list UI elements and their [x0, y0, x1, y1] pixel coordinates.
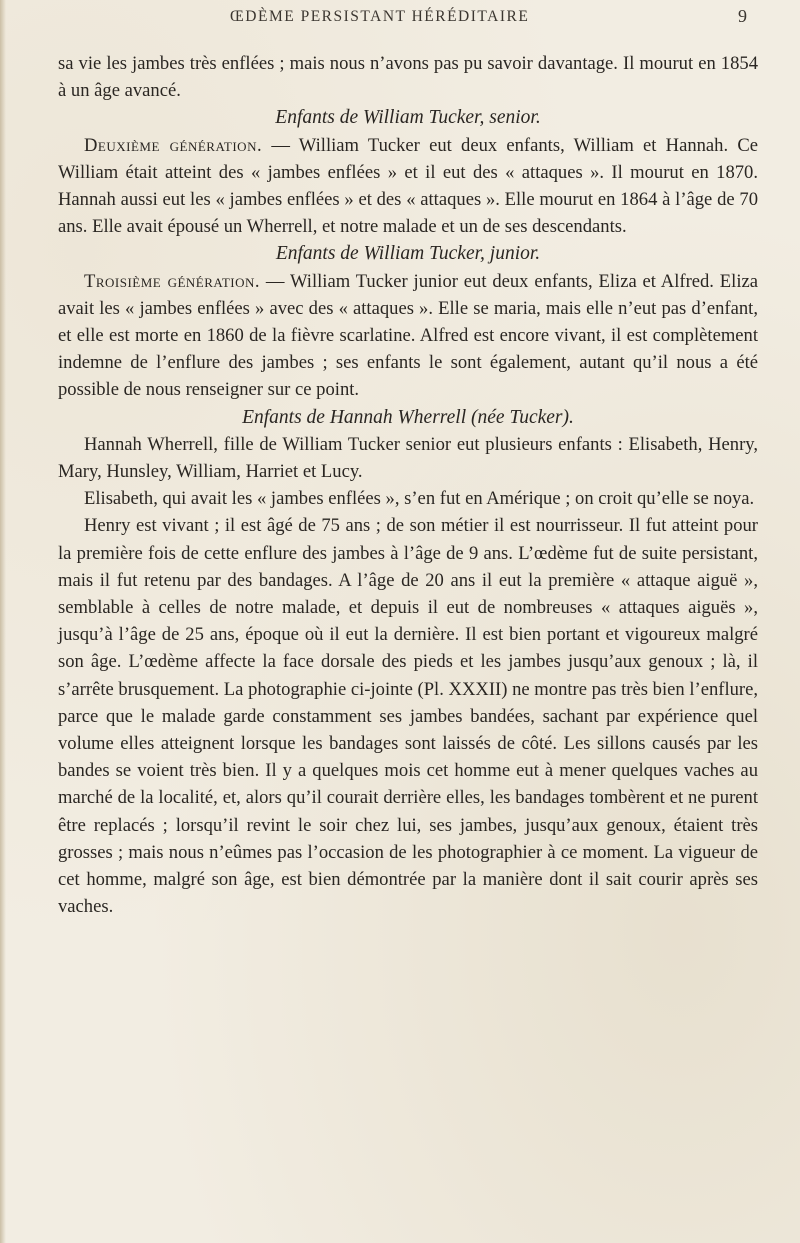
- generation-label: Deuxième génération.: [84, 134, 263, 156]
- paragraph-text: — William Tucker eut deux enfants, William et Hannah. Ce William était atteint des « jambes enflées » et il eut des « attaques ». Il mourut en 1870. Hannah aussi eut les « jambes enflées » et des « attaques ». Elle mourut en 1864 à l’âge de 70 ans. Elle avait épousé un Wherrell, et notre malade et un de ses descendants.: [58, 134, 758, 238]
- page-number: 9: [738, 6, 747, 26]
- paragraph-elisabeth: Elisabeth, qui avait les « jambes enflées », s’en fut en Amérique ; on croit qu’elle se noya.: [84, 488, 755, 510]
- section-heading-hannah-wherrell: Enfants de Hannah Wherrell (née Tucker).: [242, 406, 574, 428]
- paragraph-hannah-children: Hannah Wherrell, fille de William Tucker senior eut plusieurs enfants : Elisabeth, Henry, Mary, Hunsley, William, Harriet et Lucy.: [58, 433, 758, 483]
- paragraph-third-generation: [58, 268, 758, 404]
- running-title: ŒDÈME PERSISTANT HÉRÉDITAIRE: [230, 8, 530, 25]
- section-heading-william-junior: Enfants de William Tucker, junior.: [275, 243, 541, 265]
- paragraph-second-generation: [58, 132, 758, 241]
- page-binding-edge: [0, 0, 6, 1243]
- paragraph-henry: Henry est vivant ; il est âgé de 75 ans ; de son métier il est nourrisseur. Il fut atteint pour la première fois de cette enflure des jambes à l’âge de 9 ans. L’œdème fut de suite persistant, mais il fut retenu par des bandages. A l’âge de 20 ans il eut la première « attaque aiguë », semblable à celles de notre malade, et depuis il eut de nombreuses « attaques aiguës », jusqu’à l’âge de 25 ans, époque où il eut la dernière. Il est bien portant et vigoureux malgré son âge. L’œdème affecte la face dorsale des pieds et les jambes jusqu’aux genoux ; là, il s’arrête brusquement. La photographie ci-jointe (Pl. XXXII) ne montre pas très bien l’enflure, parce que le malade garde constamment ses jambes bandées, sachant par expérience quel volume elles atteignent lorsque les bandages sont laissés de côté. Les sillons causés par les bandes se voient très bien. Il y a quelques mois cet homme eut à mener quelques vaches au marché de la localité, et, alors qu’il courait derrière elles, les bandages tombèrent et ne purent être replacés ; lorsqu’il revint le soir chez lui, ses jambes, jusqu’aux genoux, étaient très grosses ; mais nous n’eûmes pas l’occasion de les photographier à ce moment. La vigueur de cet homme, malgré son âge, est bien démontrée par la manière dont il sait courir après ses vaches.: [58, 515, 758, 918]
- body-text: [58, 50, 758, 921]
- paragraph-text: — William Tucker junior eut deux enfants, Eliza et Alfred. Eliza avait les « jambes enflées » avec des « attaques ». Elle se maria, mais elle n’eut pas d’enfant, et elle est morte en 1860 de la fièvre scarlatine. Alfred est encore vivant, il est complètement indemne de l’enflure des jambes ; ses enfants le sont également, autant qu’il nous a été possible de nous renseigner sur ce point.: [58, 270, 758, 401]
- paragraph-continuation: sa vie les jambes très enflées ; mais nous n’avons pas pu savoir davantage. Il mourut en 1854 à un âge avancé.: [58, 53, 758, 102]
- generation-label: Troisième génération.: [84, 270, 261, 292]
- section-heading-william-senior: Enfants de William Tucker, senior.: [275, 107, 541, 129]
